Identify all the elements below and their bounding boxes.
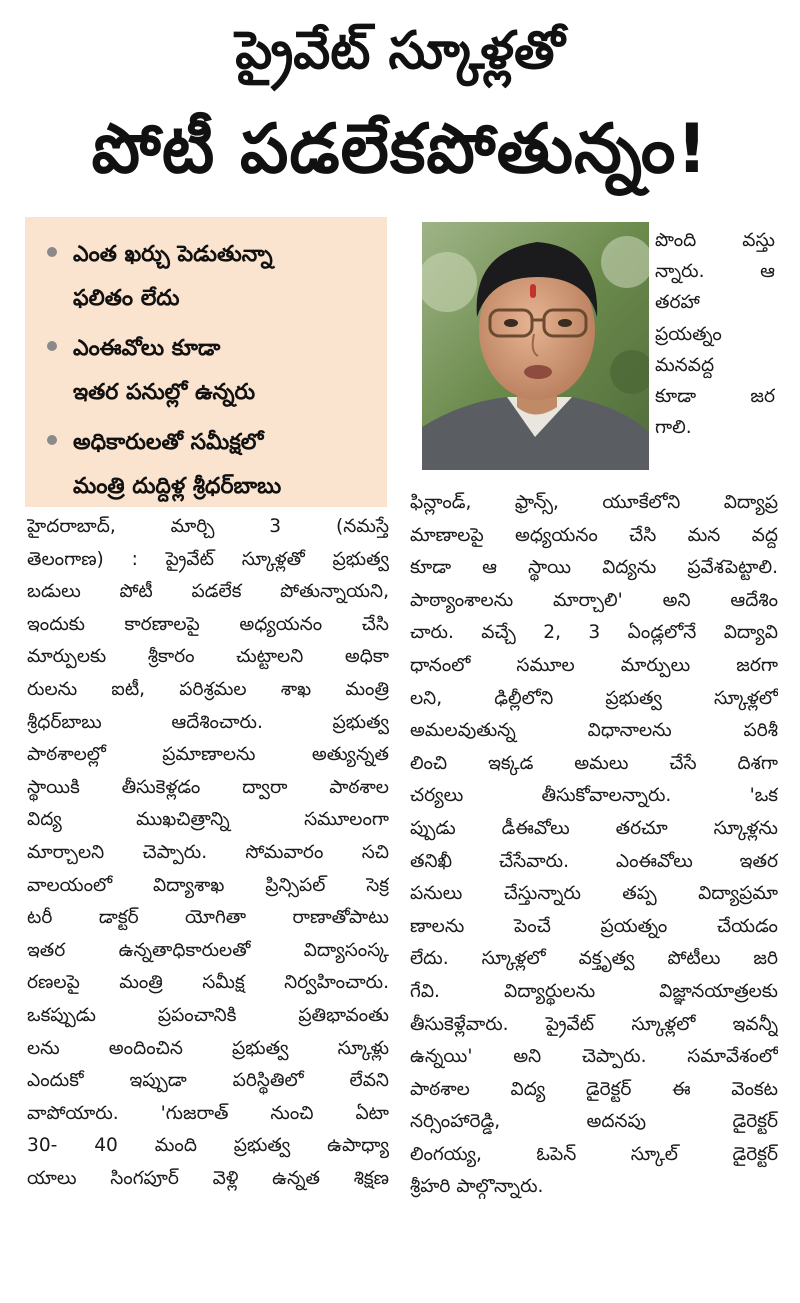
text-line: మాణాలపై అధ్యయనం చేసి మన వద్ద bbox=[410, 524, 778, 546]
article-right-column bbox=[410, 487, 778, 1204]
text-line: ప్రయత్నం bbox=[655, 323, 722, 345]
text-line: మార్చాలని చెప్పారు. సోమవారం సచి bbox=[27, 841, 389, 863]
highlight-item bbox=[47, 327, 377, 415]
text-line: ఫిన్లాండ్, ఫ్రాన్స్, యూకేలోని విద్యాప్ర bbox=[410, 492, 778, 513]
text-line: పాఠశాల విద్య డైరెక్టర్ ఈ వెంకట bbox=[410, 1078, 778, 1100]
highlights-box bbox=[25, 217, 387, 507]
text-line: తీసుకెళ్లేవారు. ప్రైవేట్ స్కూళ్లలో ఇవన్నీ bbox=[410, 1013, 778, 1035]
text-line: మనవద్ద bbox=[655, 354, 715, 376]
text-line: యాలు సింగపూర్ వెళ్లి ఉన్నత శిక్షణ bbox=[27, 1167, 389, 1189]
text-line: 30- 40 మంది ప్రభుత్వ ఉపాధ్యా bbox=[27, 1135, 389, 1157]
text-line: మార్పులకు శ్రీకారం చుట్టాలని అధికా bbox=[27, 646, 389, 668]
text-line: పాఠ్యాంశాలను మార్చాలి' అని ఆదేశిం bbox=[410, 589, 778, 611]
article-left-column bbox=[27, 511, 389, 1195]
text-line: రణలపై మంత్రి సమీక్ష నిర్వహించారు. bbox=[27, 972, 389, 994]
highlight-line: ఎంత ఖర్చు పెడుతున్నా bbox=[73, 242, 273, 267]
text-line: పాఠశాలల్లో ప్రమాణాలను అత్యున్నత bbox=[27, 744, 389, 766]
text-line: టరీ డాక్టర్ యోగితా రాణాతోపాటు bbox=[27, 907, 389, 929]
text-line: బడులు పోటీ పడలేక పోతున్నాయని, bbox=[27, 581, 389, 603]
text-line: లని, ఢిల్లీలోని ప్రభుత్వ స్కూళ్లలో bbox=[410, 687, 778, 709]
text-line: శ్రీధర్‌బాబు ఆదేశించారు. ప్రభుత్వ bbox=[27, 711, 389, 733]
text-line: హైదరాబాద్, మార్చి 3 (నమస్తే bbox=[27, 516, 389, 537]
text-line: చారు. వచ్చే 2, 3 ఏండ్లలోనే విద్యావి bbox=[410, 622, 778, 644]
headline-line-1: ప్రైవేట్ స్కూళ్లతో bbox=[235, 21, 565, 81]
text-line: ఉన్నయి' అని చెప్పారు. సమావేశంలో bbox=[410, 1046, 778, 1068]
text-line: గాలి. bbox=[655, 417, 692, 439]
text-line: తరహా bbox=[655, 292, 700, 314]
text-line: పొంది వస్తు bbox=[655, 230, 775, 251]
text-line: ఇతర ఉన్నతాధికారులతో విద్యాసంస్క bbox=[27, 939, 389, 961]
text-line: వాలయంలో విద్యాశాఖ ప్రిన్సిపల్ సెక్ర bbox=[27, 874, 389, 896]
headline-line-2: పోటీ పడలేకపోతున్నం! bbox=[91, 110, 709, 189]
text-line: గేవి. విద్యార్థులను విజ్ఞానయాత్రలకు bbox=[410, 980, 778, 1002]
highlight-line: ఫలితం లేదు bbox=[73, 286, 180, 311]
text-line: ప్పుడు డీఈవోలు తరచూ స్కూళ్లను bbox=[410, 817, 778, 839]
bullet-dot-icon bbox=[47, 435, 57, 445]
highlight-line: ఎంఈవోలు కూడా bbox=[73, 336, 221, 361]
text-line: పనులు చేస్తున్నారు తప్ప విద్యాప్రమా bbox=[410, 883, 778, 905]
text-line: తెలంగాణ) : ప్రైవేట్ స్కూళ్లతో ప్రభుత్వ bbox=[27, 548, 389, 570]
highlight-line: ఇతర పనుల్లో ఉన్నరు bbox=[73, 380, 256, 405]
text-line: లను అందించిన ప్రభుత్వ స్కూళ్లు bbox=[27, 1037, 389, 1059]
text-line: లించి ఇక్కడ అమలు చేసే దిశగా bbox=[410, 752, 778, 774]
text-line: శ్రీహరి పాల్గొన్నారు. bbox=[410, 1176, 544, 1198]
highlight-line: మంత్రి దుద్దిళ్ల శ్రీధర్‌బాబు bbox=[73, 474, 282, 499]
text-line: కూడా ఆ స్థాయి విద్యను ప్రవేశపెట్టాలి. bbox=[410, 557, 778, 579]
minister-portrait-photo bbox=[422, 222, 649, 470]
text-line: న్నారు. ఆ bbox=[655, 261, 775, 283]
text-line: ధానంలో సమూల మార్పులు జరగా bbox=[410, 654, 778, 676]
text-line: లేదు. స్కూళ్లలో వక్తృత్వ పోటీలు జరి bbox=[410, 948, 778, 970]
highlight-item bbox=[47, 233, 377, 321]
text-line: ఇందుకు కారణాలపై అధ్యయనం చేసి bbox=[27, 613, 389, 635]
text-line: ఎందుకో ఇప్పుడా పరిస్థితిలో లేవని bbox=[27, 1070, 389, 1092]
text-line: చర్యలు తీసుకోవాలన్నారు. 'ఒక bbox=[410, 785, 778, 807]
text-line: రులను ఐటీ, పరిశ్రమల శాఖ మంత్రి bbox=[27, 678, 389, 700]
text-line: ఒకప్పుడు ప్రపంచానికి ప్రతిభావంతు bbox=[27, 1004, 389, 1026]
text-line: తనిఖీ చేసేవారు. ఎంఈవోలు ఇతర bbox=[410, 850, 778, 872]
bullet-dot-icon bbox=[47, 247, 57, 257]
highlight-line: అధికారులతో సమీక్షలో bbox=[73, 430, 264, 455]
text-line: కూడా జర bbox=[655, 385, 775, 407]
text-line: వాపోయారు. 'గుజరాత్ నుంచి ఏటా bbox=[27, 1102, 389, 1124]
bullet-dot-icon bbox=[47, 341, 57, 351]
text-line: లింగయ్య, ఓపెన్ స్కూల్ డైరెక్టర్ bbox=[410, 1143, 778, 1165]
text-line: స్థాయికి తీసుకెళ్లడం ద్వారా పాఠశాల bbox=[27, 776, 389, 798]
text-line: విద్య ముఖచిత్రాన్ని సమూలంగా bbox=[27, 809, 389, 831]
text-line: ణాలను పెంచే ప్రయత్నం చేయడం bbox=[410, 915, 778, 937]
highlight-item bbox=[47, 421, 377, 509]
side-text-column bbox=[655, 225, 775, 443]
text-line: అమలవుతున్న విధానాలను పరిశీ bbox=[410, 720, 778, 742]
text-line: నర్సింహారెడ్డి, అదనపు డైరెక్టర్ bbox=[410, 1111, 778, 1133]
